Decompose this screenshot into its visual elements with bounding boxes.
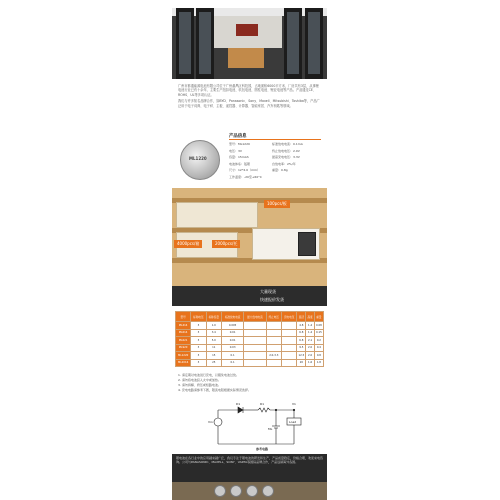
title-underline [229, 139, 321, 140]
tray-stack [176, 202, 258, 228]
label-vin: Vin [208, 420, 213, 424]
table-cell [266, 359, 281, 367]
note-item: 4. 充电电路请参考下图，限流电阻根据实际情况选择。 [178, 388, 251, 392]
table-cell [266, 322, 281, 330]
table-cell: 1.8 [314, 359, 323, 367]
glass-door-right [284, 8, 302, 79]
table-header-cell: 最大放电电流 [244, 312, 266, 322]
table-cell: ML414 [176, 322, 191, 330]
table-cell [281, 337, 296, 345]
coin-cell-icon [214, 485, 226, 497]
packaging-photo [172, 188, 327, 286]
table-cell: ML621 [176, 337, 191, 345]
table-cell: ML920 [176, 344, 191, 352]
spec-item: 终止放电电压：2.0V [272, 148, 300, 153]
table-cell: 15 [206, 352, 221, 360]
table-header-cell: 终止电压 [266, 312, 281, 322]
coin-cell-icon [262, 485, 274, 497]
table-cell: 3 [191, 337, 206, 345]
charging-circuit-diagram [172, 370, 327, 452]
label-ml: ML [268, 427, 273, 431]
tag-2000pcs: 2000pcs/托 [212, 240, 240, 248]
product-info-title: 产品信息 [229, 134, 247, 139]
table-cell: 20 [297, 359, 306, 367]
table-cell: 0.01 [221, 329, 243, 337]
coin-battery-image [180, 140, 220, 180]
label-r1: R1 [260, 402, 264, 406]
spec-item: 标准放电电流：0.1mA [272, 142, 303, 146]
shipping-line-2: 快速报价发货 [260, 297, 284, 302]
usage-notes [172, 370, 327, 452]
spec-item: 电压：3V [229, 148, 242, 153]
coin-battery-label: ML1220 [189, 156, 207, 161]
product-info-section [172, 130, 327, 186]
table-cell: 2.0-3.3 [266, 352, 281, 360]
table-cell: 3 [191, 352, 206, 360]
spec-item: 电池体系：锰锂 [229, 161, 251, 166]
table-header-cell: 标准放电电流 [221, 312, 243, 322]
shipping-line-1: 大量现货 [260, 289, 276, 294]
tag-100pcs: 100pcs/板 [264, 200, 290, 208]
table-row [176, 337, 324, 345]
table-cell [281, 344, 296, 352]
table-cell [266, 337, 281, 345]
table-cell: 0.15 [314, 329, 323, 337]
table-cell [244, 337, 266, 345]
table-header-cell: 标称电压 [191, 312, 206, 322]
label-v1: V1 [292, 402, 296, 406]
table-cell [281, 322, 296, 330]
table-cell [244, 359, 266, 367]
table-body [176, 322, 324, 367]
table-header-cell: 型号 [176, 312, 191, 322]
note-item: 3. 请勿拆解、挤压或短路电池。 [178, 383, 221, 387]
spec-item: 型号：ML1220 [229, 142, 250, 146]
bottom-section [172, 454, 327, 500]
table-cell: 9.5 [297, 344, 306, 352]
table-cell: 0.01 [221, 337, 243, 345]
table-cell: 11 [206, 344, 221, 352]
table-cell: 3.4 [206, 329, 221, 337]
circuit-caption: 参考电路 [256, 447, 269, 451]
glass-door-left-2 [196, 8, 214, 79]
model-table [175, 311, 324, 367]
table-row [176, 322, 324, 330]
table-cell: 0.03 [221, 344, 243, 352]
table-cell [244, 329, 266, 337]
table-cell: 1.4 [306, 329, 314, 337]
table-cell [244, 322, 266, 330]
table-header-cell: 重量 [314, 312, 323, 322]
table-cell: ML2016 [176, 359, 191, 367]
table-cell: 3 [191, 359, 206, 367]
label-load: Load [289, 420, 297, 424]
table-cell: 3 [191, 344, 206, 352]
table-cell: ML1220 [176, 352, 191, 360]
table-cell: 0.1 [221, 352, 243, 360]
table-cell [281, 329, 296, 337]
spec-item: 自放电率：2%/年 [272, 161, 296, 166]
bottom-text: 锂电池在各行业中的应用越来越广泛，我们专注于锂电池的研发和生产，产品质量稳定，价格合理，欢迎来电咨询。公司与PANASONIC、MAXELL、SONY、VARTA等国际品牌合作，产品远销海外各国。 [176, 456, 324, 464]
table-cell [266, 329, 281, 337]
table-row [176, 359, 324, 367]
company-intro [172, 82, 327, 128]
table-cell: ML614 [176, 329, 191, 337]
glass-door-right-2 [305, 8, 323, 79]
table-cell [281, 352, 296, 360]
intro-paragraph-2: 我们与许多知名品牌合作，如BYD、Panasonic、Sony、Maxell、Mitsubishi、Toshiba等，产品广泛用于电子词典、电子秤、主板、遥控器、计算器、智能家居、汽车钥匙等领域。 [178, 99, 320, 108]
table-cell: 2.0 [306, 352, 314, 360]
box-end [298, 232, 316, 256]
coin-cell-icon [246, 485, 258, 497]
table-cell: 2.1 [306, 337, 314, 345]
table-cell [244, 344, 266, 352]
table-cell: 6.8 [297, 329, 306, 337]
table-cell: 0.4 [314, 344, 323, 352]
table-header-cell: 高度 [306, 312, 314, 322]
table-cell: 6.8 [297, 337, 306, 345]
table-row [176, 352, 324, 360]
spec-item: 容量：15mAh [229, 155, 249, 159]
table-header-cell: 充电电压 [281, 312, 296, 322]
spec-item: 最高充电电压：3.3V [272, 155, 300, 159]
label-d1: D1 [236, 402, 241, 406]
spec-item: 重量：0.8g [272, 168, 288, 172]
spec-item: 尺寸：12*2.0（mm） [229, 168, 260, 172]
table-cell: 0.08 [314, 322, 323, 330]
reception-desk [228, 48, 264, 68]
table-cell: 1.4 [306, 322, 314, 330]
note-item: 1. 请定期对电池进行充电，以避免电池过放。 [178, 373, 239, 377]
table-cell: 0.005 [221, 322, 243, 330]
table-cell: 1.6 [306, 359, 314, 367]
table-header-row [176, 312, 324, 322]
table-cell: 3 [191, 322, 206, 330]
table-cell: 0.8 [314, 352, 323, 360]
table-cell: 3 [191, 329, 206, 337]
table-cell: 25 [206, 359, 221, 367]
table-row [176, 344, 324, 352]
note-item: 2. 请勿将电池投入火中或加热。 [178, 378, 221, 382]
table-cell: 4.8 [297, 322, 306, 330]
spec-item: 工作温度：-20至+60°C [229, 174, 262, 179]
tag-4000pcs: 4000pcs/箱 [174, 240, 202, 248]
table-cell [266, 344, 281, 352]
table-header-cell: 标称容量 [206, 312, 221, 322]
table-cell [244, 352, 266, 360]
table-row [176, 329, 324, 337]
table-cell: 5.0 [206, 337, 221, 345]
table-header-cell: 直径 [297, 312, 306, 322]
table-cell: 2.0 [306, 344, 314, 352]
intro-paragraph-1: 广州市都通能源电池有限公司位于广州番禺区科技园，占地面积6000平方米，厂房共有3层，从事锂电池行业已有十余年，主要生产纽扣电池、软包电池、圆柱电池、锂亚电池等产品。产品通过CE、ROHS、UL等多项认证。 [178, 84, 319, 97]
company-logo-wall [236, 24, 258, 36]
table-cell: 1.0 [206, 322, 221, 330]
shipping-banner [172, 286, 327, 306]
coin-cell-icon [230, 485, 242, 497]
table-cell [281, 359, 296, 367]
table-cell: 0.2 [314, 337, 323, 345]
table-cell: 0.1 [221, 359, 243, 367]
model-table-section [172, 308, 327, 366]
glass-door-left [176, 8, 194, 79]
table-cell: 12.5 [297, 352, 306, 360]
office-photo [172, 8, 327, 79]
